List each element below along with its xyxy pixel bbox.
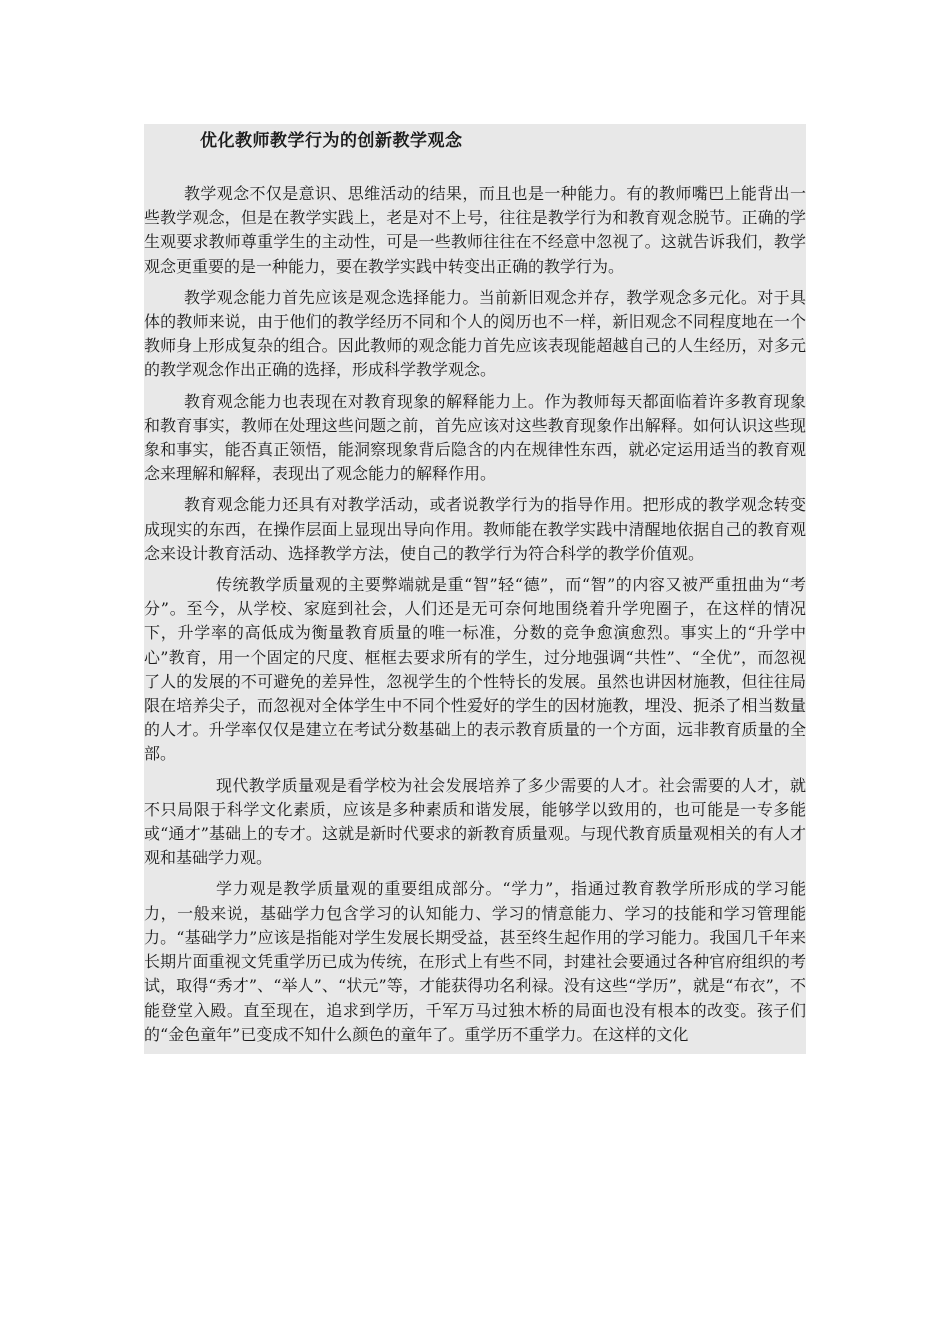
paragraph-3: 教育观念能力也表现在对教育现象的解释能力上。作为教师每天都面临着许多教育现象和教育事实，教师在处理这些问题之前，首先应该对这些教育现象作出解释。如何认识这些现象和事实，能否真正领悟，能洞察现象背后隐含的内在规律性东西，就必定运用适当的教育观念来理解和解释，表现出了观念能力的解释作用。 (144, 391, 806, 484)
paragraph-5: 传统教学质量观的主要弊端就是重“智”轻“德”，而“智”的内容又被严重扭曲为“考分”。至今，从学校、家庭到社会，人们还是无可奈何地围绕着升学兜圈子，在这样的情况下，升学率的高低成为衡量教育质量的唯一标准，分数的竞争愈演愈烈。事实上的“升学中心”教育，用一个固定的尺度、框框去要求所有的学生，过分地强调“共性”、“全优”，而忽视了人的发展的不可避免的差异性，忽视学生的个性特长的发展。虽然也讲因材施教，但往往局限在培养尖子，而忽视对全体学生中不同个性爱好的学生的因材施教，埋没、扼杀了相当数量的人才。升学率仅仅是建立在考试分数基础上的表示教育质量的一个方面，远非教育质量的全部。 (144, 575, 806, 764)
document-body (144, 124, 806, 1054)
document-title: 优化教师教学行为的创新教学观念 (200, 131, 463, 151)
paragraph-6: 现代教学质量观是看学校为社会发展培养了多少需要的人才。社会需要的人才，就不只局限于科学文化素质，应该是多种素质和谐发展，能够学以致用的，也可能是一专多能或“通才”基础上的专才。这就是新时代要求的新教育质量观。与现代教育质量观相关的有人才观和基础学力观。 (144, 775, 806, 868)
paragraph-1: 教学观念不仅是意识、思维活动的结果，而且也是一种能力。有的教师嘴巴上能背出一些教学观念，但是在教学实践上，老是对不上号，往往是教学行为和教育观念脱节。正确的学生观要求教师尊重学生的主动性，可是一些教师往往在不经意中忽视了。这就告诉我们，教学观念更重要的是一种能力，要在教学实践中转变出正确的教学行为。 (144, 184, 806, 276)
paragraph-2: 教学观念能力首先应该是观念选择能力。当前新旧观念并存，教学观念多元化。对于具体的教师来说，由于他们的教学经历不同和个人的阅历也不一样，新旧观念不同程度地在一个教师身上形成复杂的组合。因此教师的观念能力首先应该表现能超越自己的人生经历，对多元的教学观念作出正确的选择，形成科学教学观念。 (144, 287, 806, 380)
paragraph-4: 教育观念能力还具有对教学活动，或者说教学行为的指导作用。把形成的教学观念转变成现实的东西，在操作层面上显现出导向作用。教师能在教学实践中清醒地依据自己的教育观念来设计教育活动、选择教学方法，使自己的教学行为符合科学的教学价值观。 (144, 495, 806, 563)
paragraph-7: 学力观是教学质量观的重要组成部分。“学力”，指通过教育教学所形成的学习能力，一般来说，基础学力包含学习的认知能力、学习的情意能力、学习的技能和学习管理能力。“基础学力”应该是指能对学生发展长期受益，甚至终生起作用的学习能力。我国几千年来长期片面重视文凭重学历已成为传统，在形式上有些不同，封建社会要通过各种官府组织的考试，取得“秀才”、“举人”、“状元”等，才能获得功名利禄。没有这些“学历”，就是“布衣”，不能登堂入殿。直至现在，追求到学历，千军万马过独木桥的局面也没有根本的改变。孩子们的“金色童年”已变成不知什么颜色的童年了。重学历不重学力。在这样的文化 (144, 879, 806, 1044)
